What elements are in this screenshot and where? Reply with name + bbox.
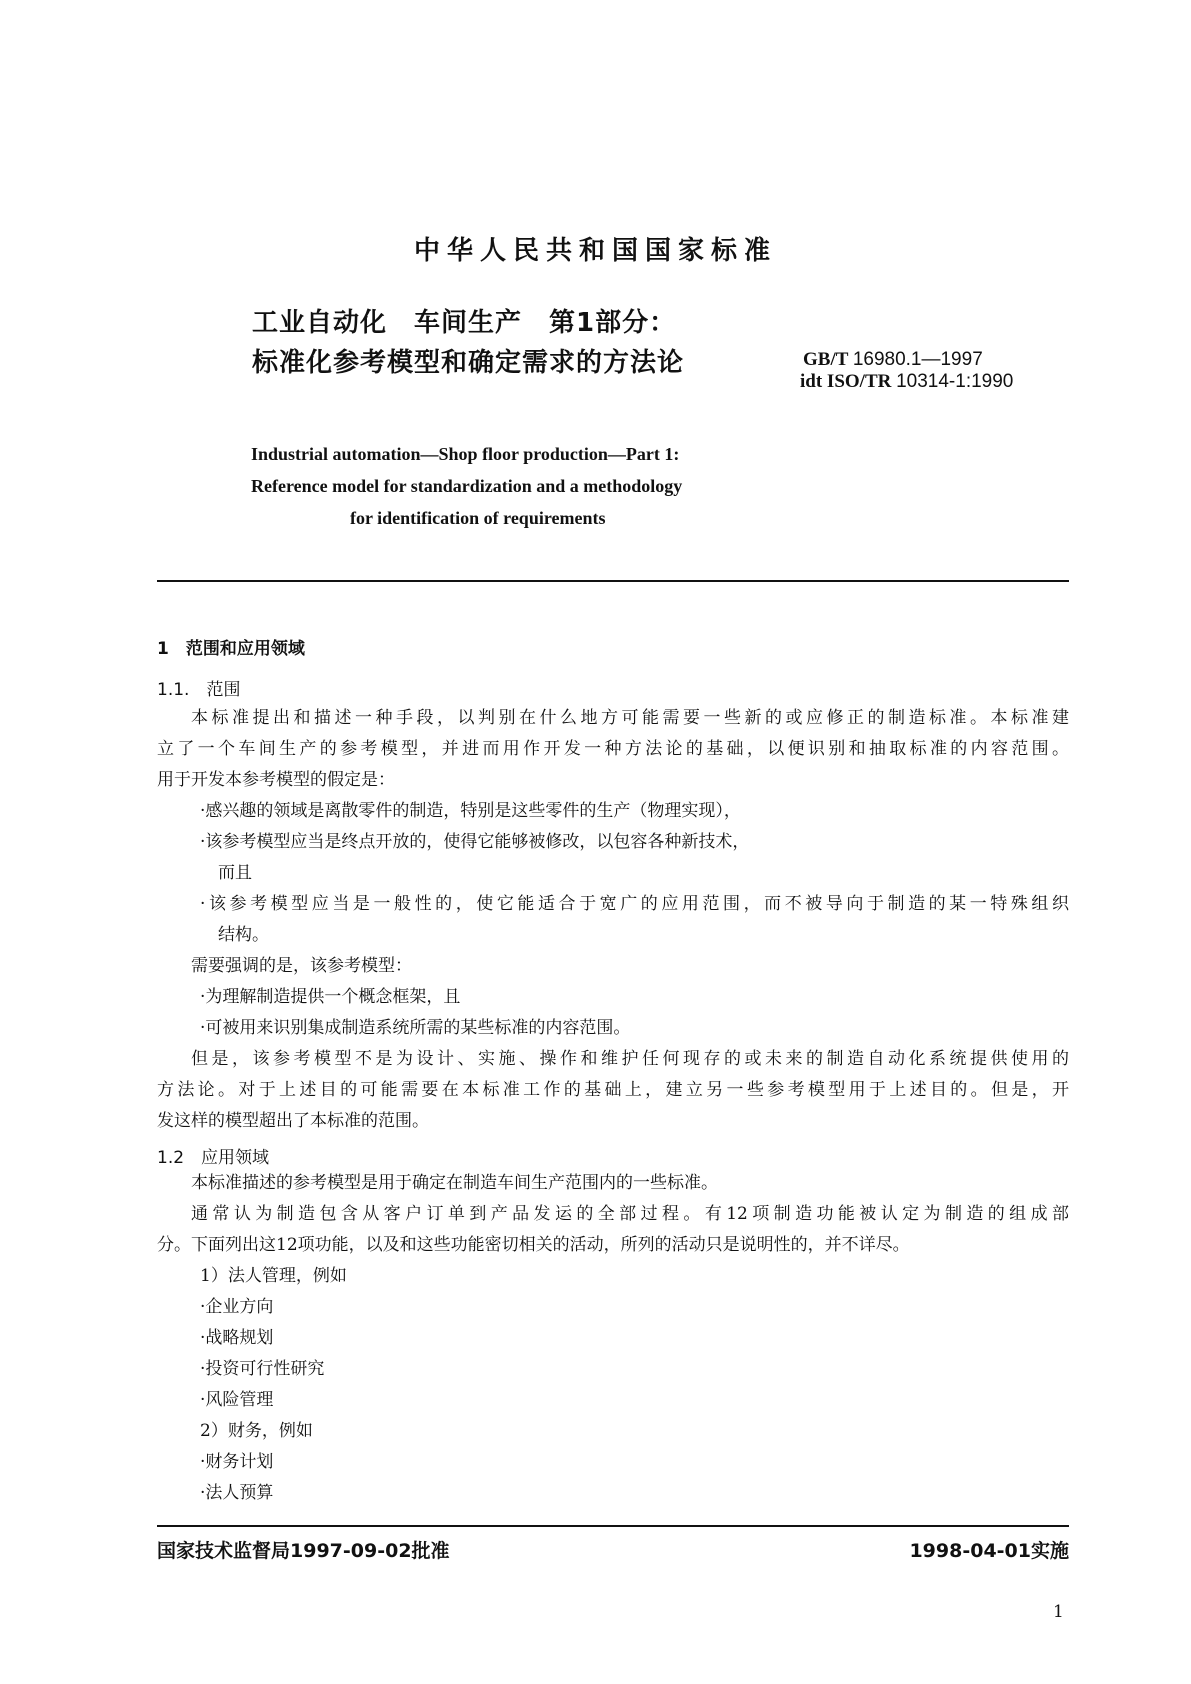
paragraph-1-line3: 用于开发本参考模型的假定是： [157,770,395,790]
bullet-2: ·该参考模型应当是终点开放的，使得它能够被修改，以包容各种新技术， [200,832,750,852]
section-1-heading: 1 范围和应用领域 [157,639,305,659]
footer-divider [157,1525,1069,1527]
page-number: 1 [1053,1602,1064,1622]
paragraph-3-line1: 但是，该参考模型不是为设计、实施、操作和维护任何现存的或未来的制造自动化系统提供使用的 [191,1049,1069,1069]
standard-code-prefix: GB/T [803,349,849,370]
paragraph-3-line2: 方法论。对于上述目的可能需要在本标准工作的基础上，建立另一些参考模型用于上述目的。但是，开 [157,1080,1069,1100]
en-title-line1: Industrial automation—Shop floor production—Part 1: [251,444,680,464]
effective-date: 1998-04-01实施 [909,1540,1069,1562]
paragraph-5-line2: 分。下面列出这12项功能，以及和这些功能密切相关的活动，所列的活动只是说明性的，并不详尽。 [157,1235,910,1255]
paragraph-2: 需要强调的是，该参考模型： [191,956,412,976]
paragraph-1-line1: 本标准提出和描述一种手段，以判别在什么地方可能需要一些新的或应修正的制造标准。本标准建 [191,708,1069,728]
bullet-2-continuation: 而且 [218,863,252,883]
approval-date: 国家技术监督局1997-09-02批准 [157,1540,450,1562]
list-item: ·战略规划 [200,1328,274,1348]
bullet-3-line2: 结构。 [218,925,269,945]
paragraph-5-line1: 通常认为制造包含从客户订单到产品发运的全部过程。有12项制造功能被认定为制造的组成部 [191,1204,1069,1224]
zh-title-line2: 标准化参考模型和确定需求的方法论 [252,348,685,378]
section-1-1-heading: 1.1. 范围 [157,680,241,700]
standard-code [803,349,983,371]
list-1-heading: 1）法人管理，例如 [200,1266,347,1286]
section-1-2-heading: 1.2 应用领域 [157,1148,270,1168]
idt-code [800,371,1013,393]
zh-title-line1: 工业自动化 车间生产 第1部分： [252,308,677,338]
en-title-line3: for identification of requirements [350,508,606,528]
bullet-4: ·为理解制造提供一个概念框架，且 [200,987,461,1007]
header-divider [157,580,1069,582]
bullet-5: ·可被用来识别集成制造系统所需的某些标准的内容范围。 [200,1018,631,1038]
list-item: ·财务计划 [200,1452,274,1472]
national-standard-heading: 中华人民共和国国家标准 [413,236,777,266]
bullet-1: ·感兴趣的领域是离散零件的制造，特别是这些零件的生产（物理实现）， [200,801,741,821]
list-2-heading: 2）财务，例如 [200,1421,313,1441]
idt-code-number: 10314-1:1990 [896,371,1014,392]
list-item: ·企业方向 [200,1297,274,1317]
paragraph-4: 本标准描述的参考模型是用于确定在制造车间生产范围内的一些标准。 [191,1173,718,1193]
paragraph-3-line3: 发这样的模型超出了本标准的范围。 [157,1111,429,1131]
list-item: ·投资可行性研究 [200,1359,325,1379]
list-item: ·法人预算 [200,1483,274,1503]
bullet-3-line1: ·该参考模型应当是一般性的，使它能适合于宽广的应用范围，而不被导向于制造的某一特殊组织 [200,894,1069,914]
list-item: ·风险管理 [200,1390,274,1410]
idt-code-prefix: idt ISO/TR [800,371,892,392]
standard-code-number: 16980.1—1997 [852,349,983,370]
paragraph-1-line2: 立了一个车间生产的参考模型，并进而用作开发一种方法论的基础，以便识别和抽取标准的内容范围。 [157,739,1069,759]
en-title-line2: Reference model for standardization and a methodology [251,476,683,496]
